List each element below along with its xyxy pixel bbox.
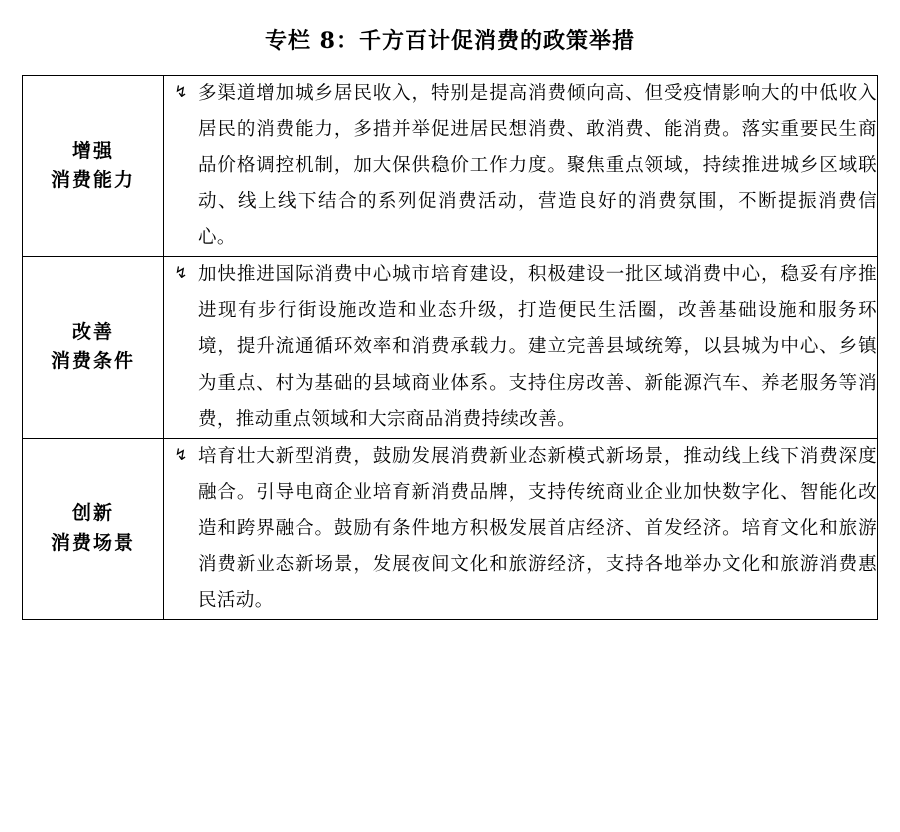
page-title: 专栏 8：千方百计促消费的政策举措 [265, 28, 635, 54]
row-label-consumption-scenarios [23, 438, 164, 619]
table-row [23, 76, 878, 257]
table-row [23, 257, 878, 438]
row-label-consumption-capacity [23, 76, 164, 257]
row-paragraph: 加快推进国际消费中心城市培育建设，积极建设一批区域消费中心，稳妥有序推进现有步行街设施改造和业态升级，打造便民生活圈，改善基础设施和服务环境，提升流通循环效率和消费承载力。建立完善县域统筹，以县城为中心、乡镇为重点、村为基础的县域商业体系。支持住房改善、新能源汽车、养老服务等消费，推动重点领域和大宗商品消费持续改善。 [198, 264, 877, 430]
row-content-consumption-capacity [164, 76, 878, 257]
bullet-icon: ↯ [174, 444, 188, 464]
row-label-line: 消费条件 [50, 350, 135, 373]
row-label-line: 消费能力 [50, 169, 135, 192]
row-content-consumption-scenarios [164, 438, 878, 619]
policy-measures-table [22, 75, 878, 620]
row-paragraph: 多渠道增加城乡居民收入，特别是提高消费倾向高、但受疫情影响大的中低收入居民的消费能力，多措并举促进居民想消费、敢消费、能消费。落实重要民生商品价格调控机制，加大保供稳价工作力度。聚焦重点领域，持续推进城乡区域联动、线上线下结合的系列促消费活动，营造良好的消费氛围，不断提振消费信心。 [198, 83, 877, 249]
row-label-consumption-conditions [23, 257, 164, 438]
row-content-consumption-conditions [164, 257, 878, 438]
bullet-icon: ↯ [174, 82, 188, 101]
row-paragraph: 培育壮大新型消费，鼓励发展消费新业态新模式新场景，推动线上线下消费深度融合。引导电商企业培育新消费品牌，支持传统商业企业加快数字化、智能化改造和跨界融合。鼓励有条件地方积极发展首店经济、首发经济。培育文化和旅游消费新业态新场景，发展夜间文化和旅游经济，支持各地举办文化和旅游消费惠民活动。 [198, 445, 877, 611]
row-label-line: 创新 [71, 502, 114, 525]
row-label-line: 改善 [71, 321, 114, 344]
row-label-line: 消费场景 [50, 531, 135, 554]
table-row [23, 438, 878, 619]
row-label-line: 增强 [71, 139, 114, 162]
bullet-icon: ↯ [174, 263, 188, 283]
